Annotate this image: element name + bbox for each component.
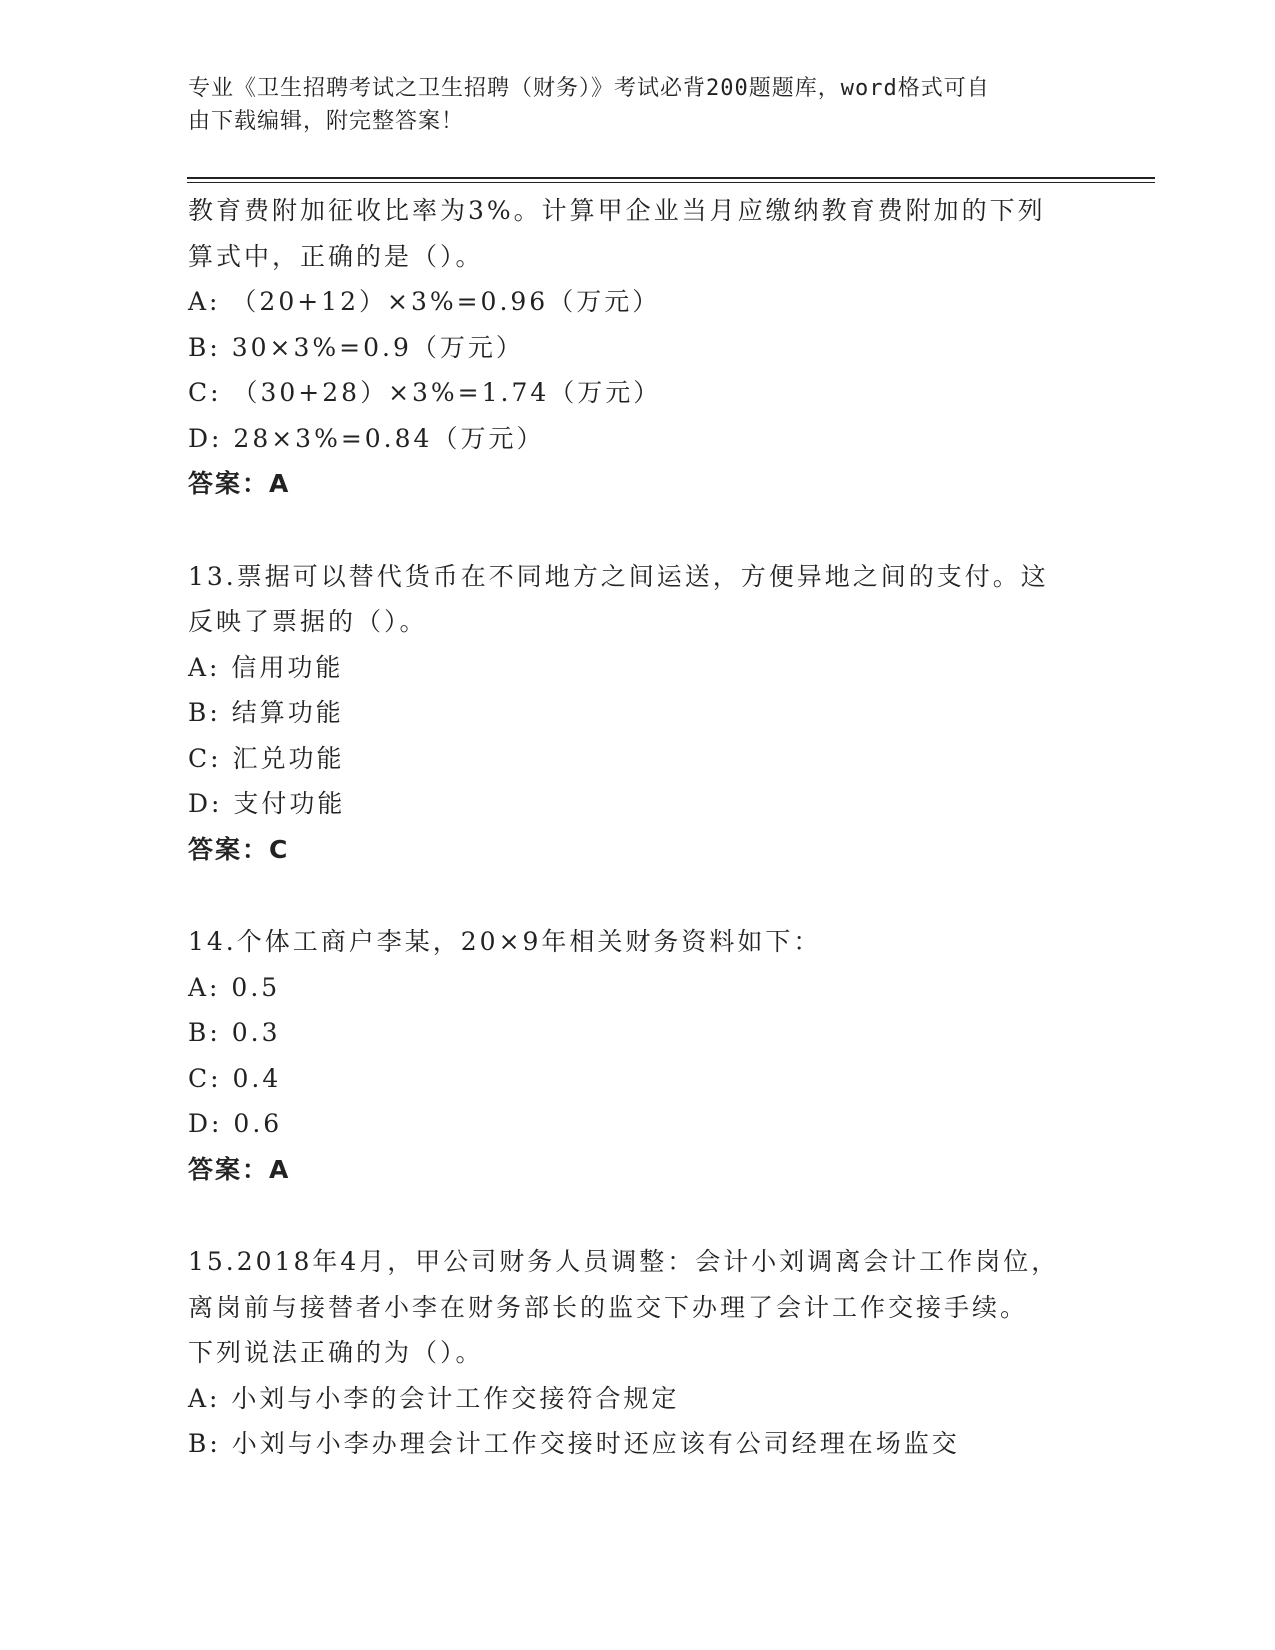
question-text: 13.票据可以替代货币在不同地方之间运送，方便异地之间的支付。这: [188, 561, 1049, 591]
answer: 答案：A: [188, 469, 291, 498]
question-text: 反映了票据的（）。: [188, 607, 428, 636]
question-text: 教育费附加征收比率为3%。计算甲企业当月应缴纳教育费附加的下列: [188, 196, 1046, 225]
header-line-1: 专业《卫生招聘考试之卫生招聘（财务）》考试必背200题题库，word格式可自: [188, 76, 990, 101]
option-a: A: 0.5: [188, 972, 281, 1002]
spacer: [188, 1192, 1088, 1239]
answer: 答案：A: [188, 1154, 291, 1184]
option-c: C: 0.4: [188, 1063, 282, 1093]
option-a: A: （20+12）×3%=0.96（万元）: [188, 287, 661, 316]
option-a: A: 小刘与小李的会计工作交接符合规定: [188, 1383, 680, 1413]
question-text: 15.2018年4月，甲公司财务人员调整：会计小刘调离会计工作岗位，: [188, 1247, 1060, 1276]
question-12: [188, 188, 1088, 507]
document-header: [188, 72, 1068, 138]
header-rule-thick: [187, 177, 1155, 179]
option-d: D: 0.6: [188, 1109, 283, 1138]
question-15: [188, 1239, 1088, 1467]
option-b: B: 结算功能: [188, 698, 344, 727]
question-text: 14.个体工商户李某，20×9年相关财务资料如下：: [188, 927, 822, 956]
option-a: A: 信用功能: [188, 652, 344, 682]
option-b: B: 30×3%=0.9（万元）: [188, 332, 524, 362]
header-line-2: 由下载编辑，附完整答案！: [188, 109, 465, 134]
question-14: [188, 919, 1088, 1192]
question-text: 下列说法正确的为（）。: [188, 1338, 484, 1367]
spacer: [188, 507, 1088, 554]
option-d: D: 支付功能: [188, 789, 346, 818]
question-text: 算式中，正确的是（）。: [188, 241, 484, 271]
option-c: C: （30+28）×3%=1.74（万元）: [188, 378, 662, 407]
answer: 答案：C: [188, 834, 290, 864]
option-d: D: 28×3%=0.84（万元）: [188, 423, 545, 453]
question-text: 离岗前与接替者小李在财务部长的监交下办理了会计工作交接手续。: [188, 1292, 1029, 1322]
spacer: [188, 872, 1088, 919]
option-b: B: 小刘与小李办理会计工作交接时还应该有公司经理在场监交: [188, 1429, 960, 1458]
question-13: [188, 554, 1088, 873]
header-rule-thin: [187, 182, 1155, 183]
option-c: C: 汇兑功能: [188, 743, 345, 773]
question-content: [188, 188, 1088, 1467]
option-b: B: 0.3: [188, 1018, 281, 1047]
